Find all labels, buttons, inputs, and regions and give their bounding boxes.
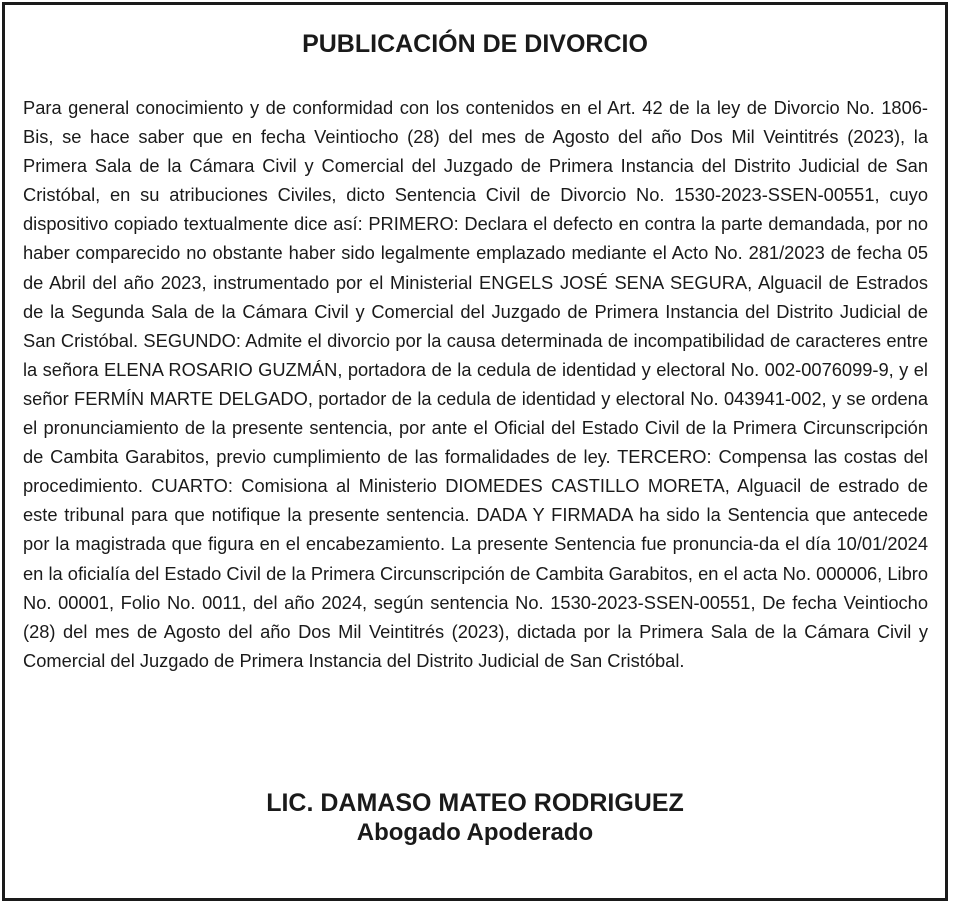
notice-body: Para general conocimiento y de conformidad con los contenidos en el Art. 42 de la ley de Divorcio No. 1806- Bis, se hace saber que en fecha Veintiocho (28) del mes de Agosto del año Dos Mil Veintitrés (2023), la Primera Sala de la Cámara Civil y Comercial del Juzgado de Primera Instancia del Distrito Judicial de San Cristóbal, en su atribuciones Civiles, dicto Sentencia Civil de Divorcio No. 1530-2023-SSEN-00551, cuyo dispositivo copiado textualmente dice así: PRIMERO: Declara el defecto en contra la parte demandada, por no haber comparecido no obstante haber sido legalmente emplazado mediante el Acto No. 281/2023 de fecha 05 de Abril del año 2023, instrumentado por el Ministerial ENGELS JOSÉ SENA SEGURA, Alguacil de Estrados de la Segunda Sala de la Cámara Civil y Comercial del Juzgado de Primera Instancia del Distrito Judicial de San Cristóbal. SEGUNDO: Admite el divorcio por la causa determinada de incompatibilidad de caracteres entre la señora ELENA ROSARIO GUZMÁN, portadora de la cedula de identidad y electoral No. 002-0076099-9, y el señor FERMÍN MARTE DELGADO, portador de la cedula de identidad y electoral No. 043941-002, y se ordena el pronunciamiento de la presente sentencia, por ante el Oficial del Estado Civil de la Primera Circunscripción de Cambita Garabitos, previo cumplimiento de las formalidades de ley. TERCERO: Compensa las costas del procedimiento. CUARTO: Comisiona al Ministerio DIOMEDES CASTILLO MORETA, Alguacil de estrado de este tribunal para que notifique la presente sentencia. DADA Y FIRMADA ha sido la Sentencia que antecede por la magistrada que figura en el encabezamiento. La presente Sentencia fue pronuncia-da el día 10/01/2024 en la oficialía del Estado Civil de la Primera Circunscripción de Cambita Garabitos, en el acta No. 000006, Libro No. 00001, Folio No. 0011, del año 2024, según sentencia No. 1530-2023-SSEN-00551, De fecha Veintiocho (28) del mes de Agosto del año Dos Mil Veintitrés (2023), dictada por la Primera Sala de la Cámara Civil y Comercial del Juzgado de Primera Instancia del Distrito Judicial de San Cristóbal. (23, 97, 928, 671)
notice-frame (2, 2, 948, 901)
signature-name: LIC. DAMASO MATEO RODRIGUEZ (266, 789, 684, 817)
signature-role: Abogado Apoderado (356, 819, 594, 846)
signature-block (5, 788, 945, 847)
notice-title: PUBLICACIÓN DE DIVORCIO (302, 30, 648, 58)
